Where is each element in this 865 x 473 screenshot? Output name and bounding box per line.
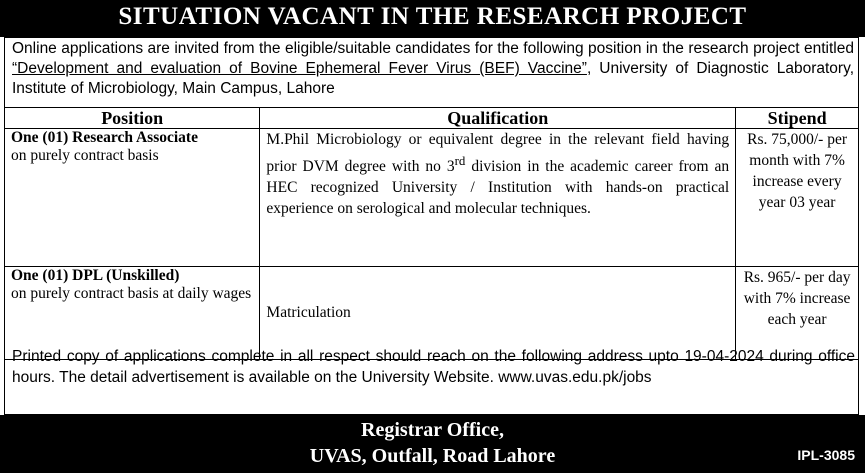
position-note: on purely contract basis at daily wages: [11, 285, 252, 302]
ad-code: IPL-3085: [797, 447, 855, 463]
stipend-cell: Rs. 965/- per day with 7% increase each year: [736, 267, 859, 360]
position-title: One (01) DPL (Unskilled): [11, 267, 180, 284]
qualification-text: M.Phil Microbiology or equivalent degree in the relevant field having prior DVM degree with no 3: [266, 131, 730, 176]
position-note: on purely contract basis: [11, 147, 159, 164]
table-row: [5, 129, 859, 267]
project-title: “Development and evaluation of Bovine Ephemeral Fever Virus (BEF) Vaccine”: [12, 60, 587, 77]
qualification-cell: [260, 129, 736, 267]
qualification-superscript: rd: [454, 153, 466, 168]
positions-table: [4, 107, 859, 360]
header-stipend: Stipend: [736, 108, 859, 129]
qualification-cell: Matriculation: [260, 267, 736, 360]
ad-title: SITUATION VACANT IN THE RESEARCH PROJECT: [0, 0, 865, 37]
header-position: Position: [5, 108, 260, 129]
stipend-cell: Rs. 75,000/- per month with 7% increase every year 03 year: [736, 129, 859, 267]
intro-paragraph: [12, 39, 854, 99]
table-header-row: [5, 108, 859, 129]
qualification-text-cont: division in the academic career from an HEC recognized University / Institution with hands-on practical experience on serological and molecular techniques.: [266, 158, 730, 218]
position-title: One (01) Research Associate: [11, 129, 198, 146]
position-cell: [5, 129, 260, 267]
header-qualification: Qualification: [260, 108, 736, 129]
closing-paragraph: Printed copy of applications complete in all respect should reach on the following address upto 19-04-2024 during office hours. The detail advertisement is available on the University Website. www.uvas.edu.pk/jobs: [12, 348, 855, 386]
footer-bar: [0, 415, 865, 473]
address: UVAS, Outfall, Road Lahore: [309, 445, 556, 467]
registrar-office: Registrar Office,: [361, 419, 504, 441]
intro-text-2: , University of Diagnostic Laboratory, Institute of Microbiology, Main Campus, Lahore: [12, 60, 854, 97]
intro-text-1: Online applications are invited from the eligible/suitable candidates for the following position in the research project entitled: [12, 40, 854, 57]
